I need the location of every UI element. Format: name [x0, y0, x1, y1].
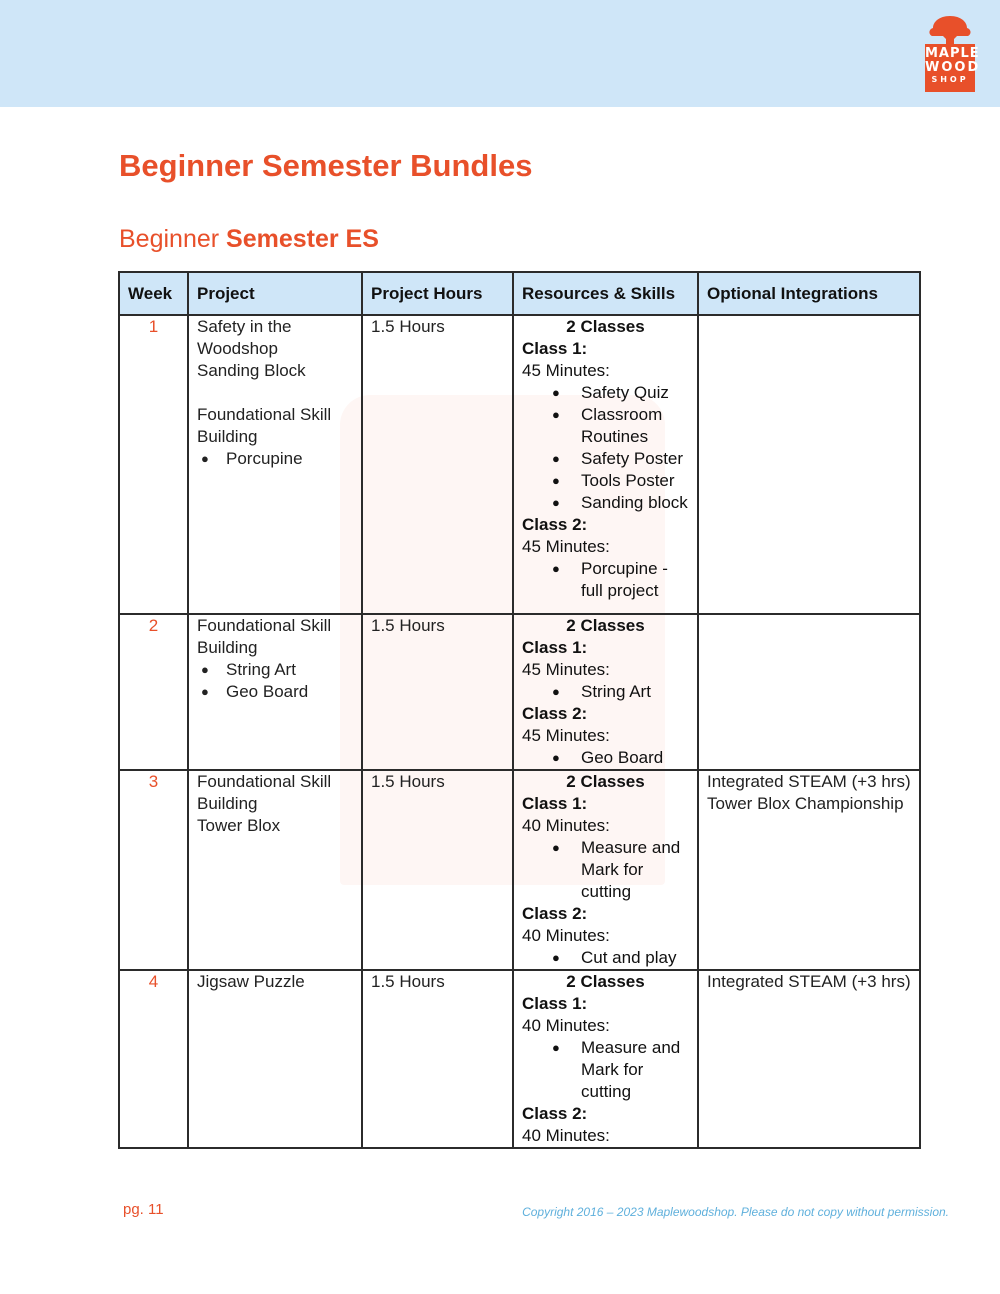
- resource-item: ● Safety Poster: [522, 448, 689, 470]
- table-row: [119, 315, 920, 614]
- resource-item: ● Geo Board: [522, 747, 689, 769]
- resources-cell: [513, 770, 698, 970]
- maplewood-logo: [925, 14, 981, 92]
- week-cell: 1: [119, 315, 188, 614]
- header-band: [0, 0, 1000, 107]
- section-title: [119, 225, 379, 254]
- project-line: Building: [197, 794, 258, 813]
- project-line: Safety in the: [197, 317, 292, 336]
- header-optional-integrations: Optional Integrations: [698, 272, 920, 315]
- project-line: Building: [197, 638, 258, 657]
- project-cell: [188, 770, 362, 970]
- week-cell: 2: [119, 614, 188, 770]
- class-duration: 40 Minutes:: [522, 1126, 610, 1145]
- table-row: [119, 770, 920, 970]
- project-line: Woodshop: [197, 339, 278, 358]
- tree-icon: [925, 14, 975, 48]
- class-label: Class 1:: [522, 994, 588, 1013]
- hours-cell: 1.5 Hours: [362, 770, 513, 970]
- project-bullet: ● String Art: [197, 659, 353, 681]
- logo-line-2: WOOD: [925, 60, 981, 75]
- hours-cell: 1.5 Hours: [362, 970, 513, 1148]
- project-cell: [188, 970, 362, 1148]
- logo-text-box: [925, 44, 981, 92]
- page-number: pg. 11: [123, 1201, 164, 1218]
- project-bullet: ● Geo Board: [197, 681, 353, 703]
- resources-cell: [513, 970, 698, 1148]
- hours-cell: 1.5 Hours: [362, 315, 513, 614]
- class-duration: 45 Minutes:: [522, 726, 610, 745]
- class-label: Class 2:: [522, 515, 588, 534]
- resource-item: ● Safety Quiz: [522, 382, 689, 404]
- resources-heading: 2 Classes: [566, 616, 645, 635]
- project-line: Jigsaw Puzzle: [197, 972, 305, 991]
- project-line: Foundational Skill: [197, 772, 332, 791]
- project-bullet: ● Porcupine: [197, 448, 353, 470]
- logo-line-1: MAPLE: [925, 46, 980, 61]
- copyright-notice: Copyright 2016 – 2023 Maplewoodshop. Please do not copy without permission.: [522, 1205, 949, 1219]
- class-label: Class 2:: [522, 904, 588, 923]
- page-title: Beginner Semester Bundles: [119, 148, 533, 183]
- class-duration: 45 Minutes:: [522, 361, 610, 380]
- hours-cell: 1.5 Hours: [362, 614, 513, 770]
- class-label: Class 1:: [522, 794, 588, 813]
- class-label: Class 1:: [522, 339, 588, 358]
- optional-cell: [698, 614, 920, 770]
- schedule-table: [118, 271, 921, 1149]
- class-duration: 40 Minutes:: [522, 816, 610, 835]
- optional-cell: [698, 315, 920, 614]
- resources-cell: [513, 614, 698, 770]
- section-title-bold: Semester ES: [226, 225, 379, 253]
- week-cell: 4: [119, 970, 188, 1148]
- optional-line: Integrated STEAM (+3 hrs): [707, 772, 911, 791]
- header-project: Project: [188, 272, 362, 315]
- resources-heading: 2 Classes: [566, 972, 645, 991]
- logo-line-3: SHOP: [931, 75, 969, 84]
- table-header-row: [119, 272, 920, 315]
- week-cell: 3: [119, 770, 188, 970]
- project-cell: [188, 614, 362, 770]
- resource-item: ● Measure and Mark for cutting: [522, 837, 689, 903]
- class-label: Class 2:: [522, 1104, 588, 1123]
- resource-item: ● Porcupine - full project: [522, 558, 689, 602]
- class-duration: 40 Minutes:: [522, 926, 610, 945]
- resources-heading: 2 Classes: [566, 317, 645, 336]
- class-duration: 45 Minutes:: [522, 660, 610, 679]
- optional-line: Integrated STEAM (+3 hrs): [707, 972, 911, 991]
- table-row: [119, 970, 920, 1148]
- resource-item: ● Cut and play: [522, 947, 689, 969]
- resource-item: ● Measure and Mark for cutting: [522, 1037, 689, 1103]
- header-week: Week: [119, 272, 188, 315]
- project-cell: [188, 315, 362, 614]
- optional-cell: [698, 970, 920, 1148]
- section-title-regular: Beginner: [119, 225, 227, 253]
- class-label: Class 2:: [522, 704, 588, 723]
- class-duration: 45 Minutes:: [522, 537, 610, 556]
- resource-item: ● Tools Poster: [522, 470, 689, 492]
- header-project-hours: Project Hours: [362, 272, 513, 315]
- table-row: [119, 614, 920, 770]
- optional-cell: [698, 770, 920, 970]
- project-line: Foundational Skill: [197, 405, 332, 424]
- class-duration: 40 Minutes:: [522, 1016, 610, 1035]
- resources-heading: 2 Classes: [566, 772, 645, 791]
- project-line: Foundational Skill: [197, 616, 332, 635]
- resource-item: ● Sanding block: [522, 492, 689, 514]
- project-line: Building: [197, 427, 258, 446]
- class-label: Class 1:: [522, 638, 588, 657]
- resource-item: ● Classroom Routines: [522, 404, 689, 448]
- header-resources-skills: Resources & Skills: [513, 272, 698, 315]
- resource-item: ● String Art: [522, 681, 689, 703]
- resources-cell: [513, 315, 698, 614]
- project-line: Sanding Block: [197, 361, 306, 380]
- optional-line: Tower Blox Championship: [707, 794, 904, 813]
- project-line: Tower Blox: [197, 816, 281, 835]
